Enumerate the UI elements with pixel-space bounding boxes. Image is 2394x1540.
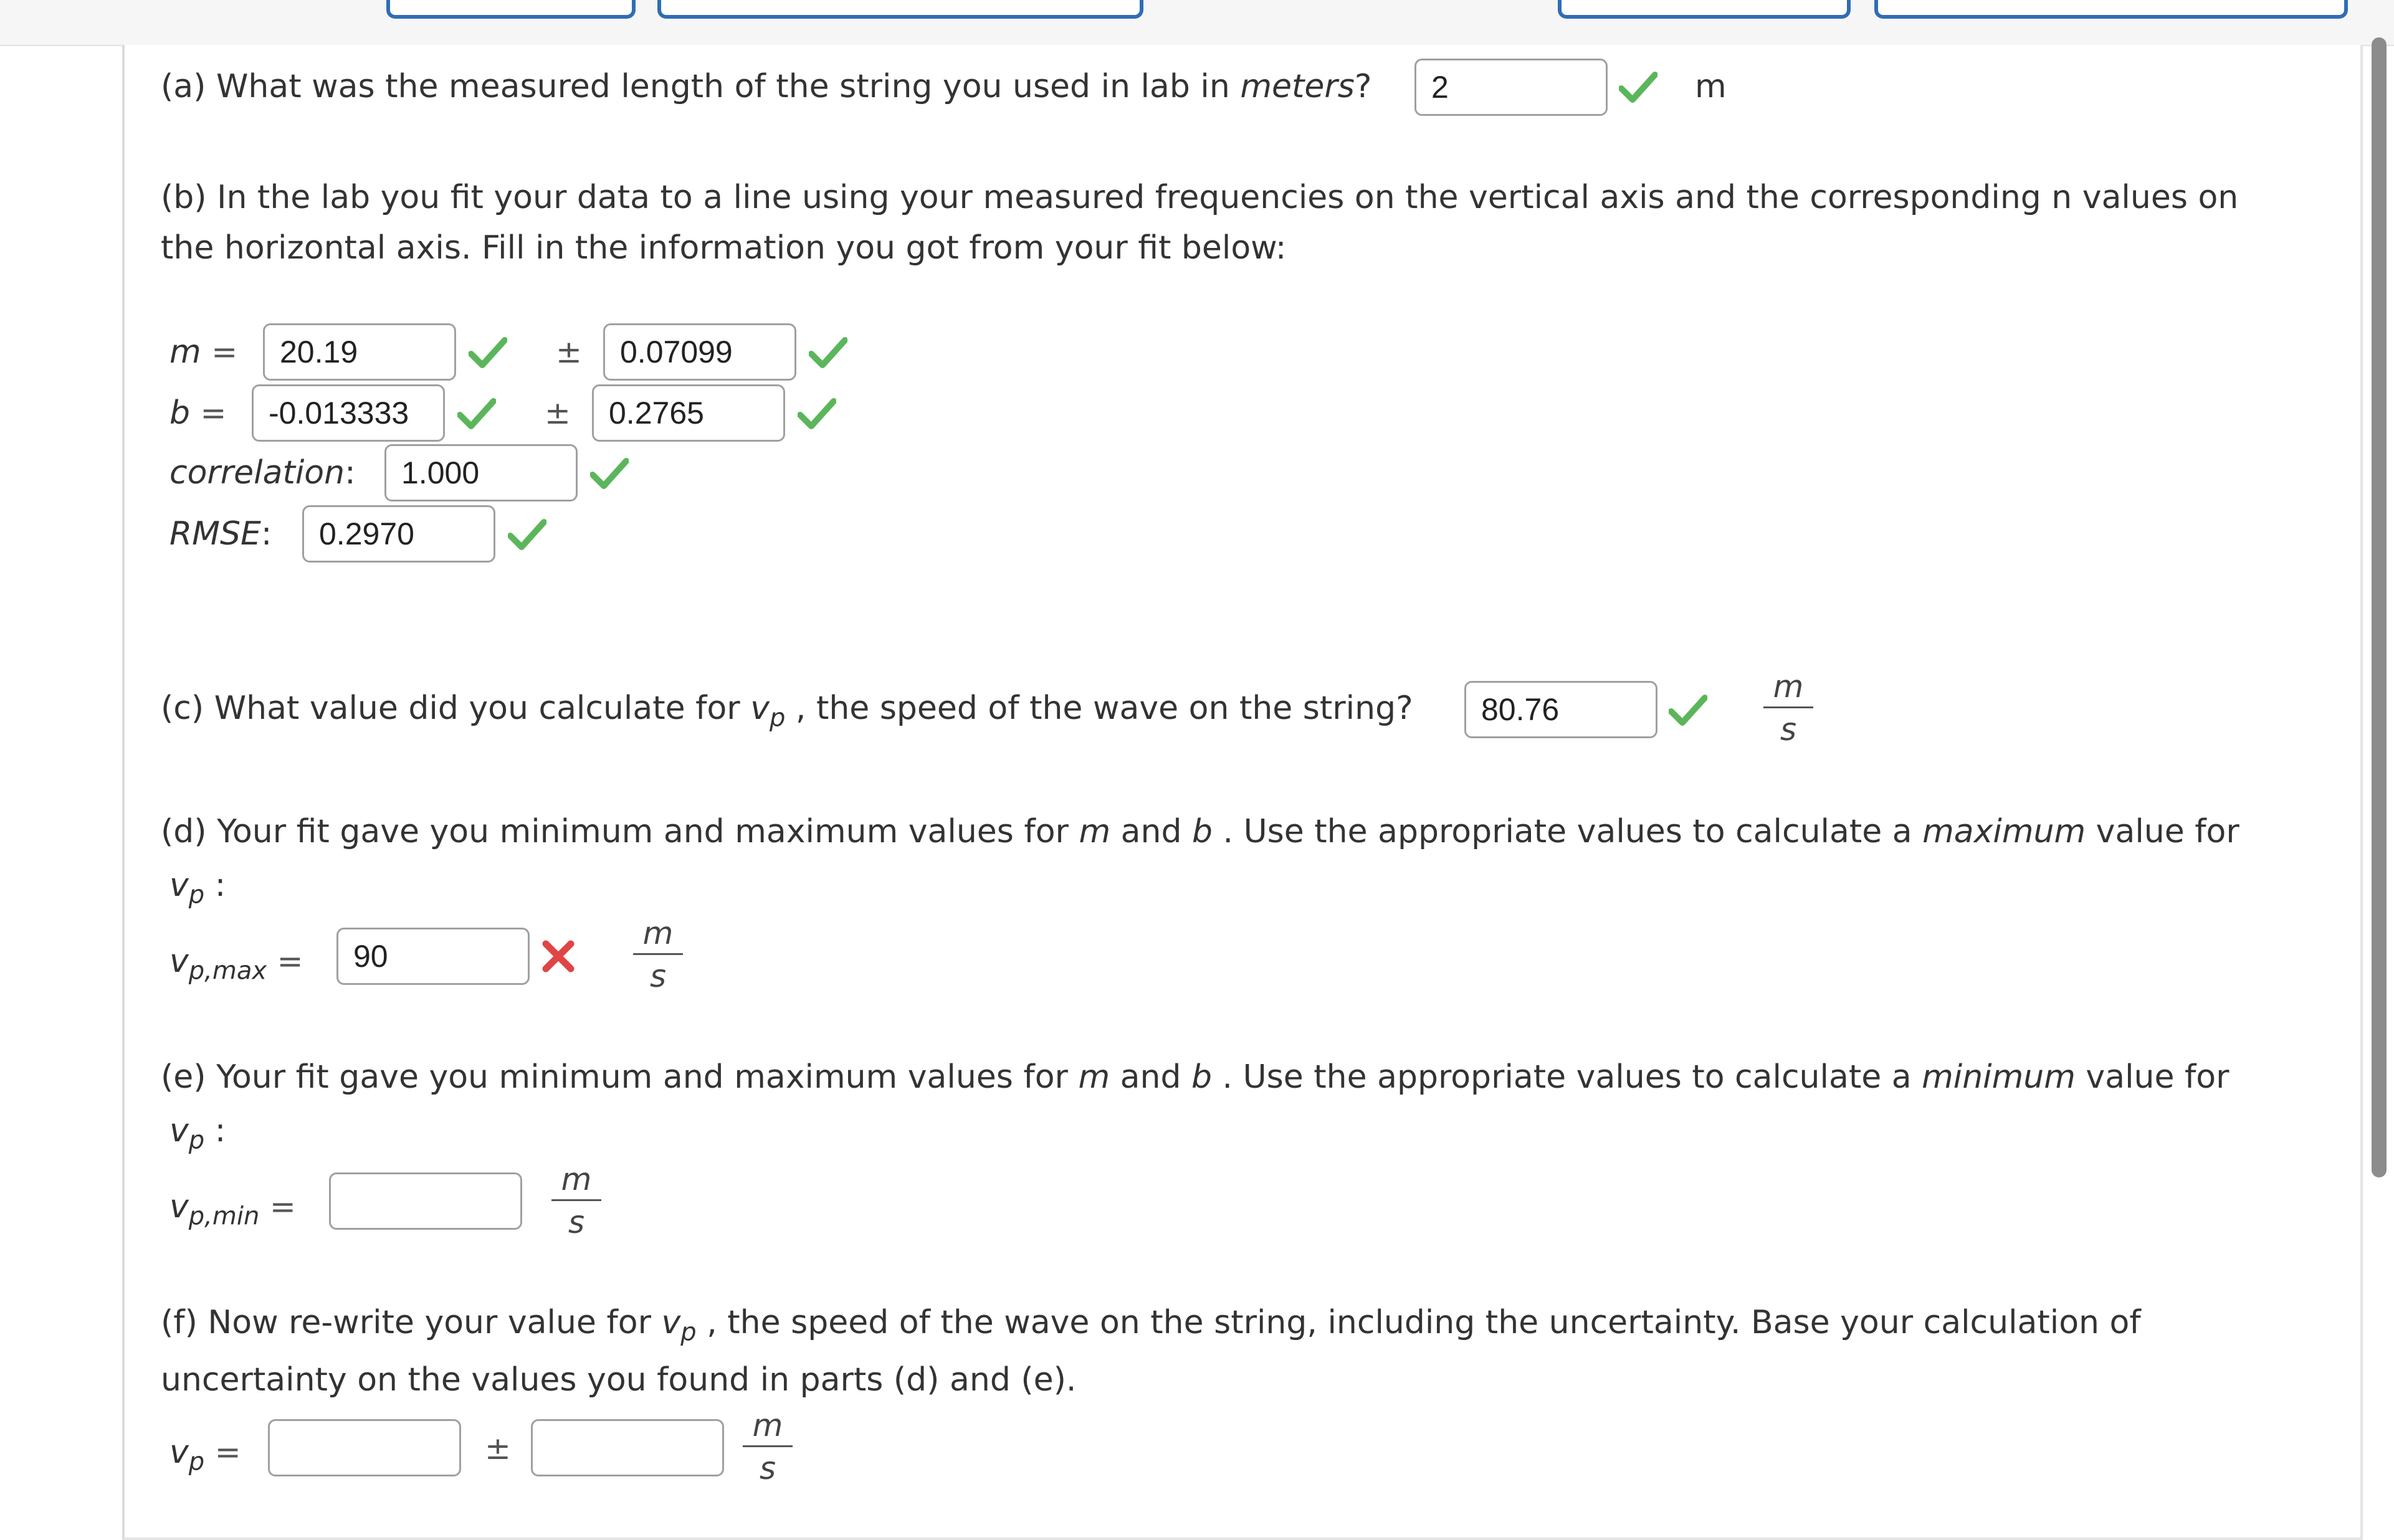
length-input[interactable]: 2 — [1414, 59, 1608, 116]
check-icon — [508, 518, 546, 551]
part-b-line-2: the horizontal axis. Fill in the information you got from your fit below: — [161, 229, 1287, 267]
part-f-line-2: uncertainty on the values you found in parts (d) and (e). — [161, 1361, 1077, 1399]
toolbar-tab-3[interactable] — [1558, 0, 1851, 19]
check-icon — [457, 397, 496, 430]
intercept-uncertainty-input[interactable]: 0.2765 — [592, 384, 785, 442]
b-label: b = — [169, 394, 227, 432]
toolbar-tab-2[interactable] — [657, 0, 1143, 19]
plus-minus-sign: ± — [485, 1430, 511, 1466]
check-icon — [798, 397, 836, 430]
rmse-label: RMSE: — [169, 515, 272, 553]
vp-uncertainty-input[interactable] — [531, 1419, 724, 1476]
rmse-input[interactable]: 0.2970 — [302, 505, 495, 563]
part-f-line-1: (f) Now re-write your value for $v_p$ , the speed of the wave on the string, including the uncertainty. Base your calculation of — [161, 1304, 2141, 1347]
scrollbar[interactable] — [2372, 37, 2387, 1177]
intercept-input[interactable]: -0.013333 — [252, 384, 445, 442]
cross-icon — [541, 939, 576, 974]
part-d-line-1: (d) Your fit gave you minimum and maximum values for m and b . Use the appropriate values to calculate a maximum value for — [161, 813, 2239, 850]
vp-max-input[interactable]: 90 — [336, 928, 530, 985]
vp-max-label: $v_{p,max}$ = — [169, 943, 303, 986]
part-e-line-2: $v_p$ : — [169, 1112, 226, 1155]
part-c-question: (c) What value did you calculate for $v_p$ , the speed of the wave on the string? — [161, 690, 1413, 733]
toolbar-tab-4[interactable] — [1874, 0, 2348, 19]
part-d-line-2: $v_p$ : — [169, 867, 226, 910]
vp-min-input[interactable] — [329, 1172, 522, 1230]
plus-minus-sign: ± — [545, 395, 571, 431]
vp-value-input[interactable] — [268, 1419, 461, 1476]
vp-label: $v_p$ = — [169, 1433, 241, 1476]
plus-minus-sign: ± — [556, 334, 582, 370]
check-icon — [1669, 694, 1707, 726]
slope-input[interactable]: 20.19 — [263, 323, 456, 381]
m-label: m = — [169, 333, 238, 371]
toolbar-tab-1[interactable] — [386, 0, 636, 19]
length-unit: m — [1695, 68, 1727, 105]
unit-m-per-s: m s — [743, 1407, 793, 1487]
part-a-question: (a) What was the measured length of the string you used in lab in meters? — [161, 68, 1372, 105]
wave-speed-input[interactable]: 80.76 — [1464, 681, 1657, 738]
unit-m-per-s: m s — [551, 1161, 601, 1241]
correlation-label: correlation: — [169, 454, 356, 492]
check-icon — [590, 457, 629, 490]
part-e-line-1: (e) Your fit gave you minimum and maximum values for m and b . Use the appropriate values to calculate a minimum value for — [161, 1058, 2229, 1096]
check-icon — [1619, 71, 1657, 103]
unit-m-per-s: m s — [1763, 668, 1813, 748]
vp-min-label: $v_{p,min}$ = — [169, 1188, 296, 1231]
unit-m-per-s: m s — [633, 915, 683, 995]
correlation-input[interactable]: 1.000 — [384, 444, 578, 501]
slope-uncertainty-input[interactable]: 0.07099 — [603, 323, 796, 381]
part-b-line-1: (b) In the lab you fit your data to a line using your measured frequencies on the vertical axis and the corresponding n values on — [161, 179, 2239, 216]
check-icon — [809, 336, 847, 369]
check-icon — [469, 336, 507, 369]
